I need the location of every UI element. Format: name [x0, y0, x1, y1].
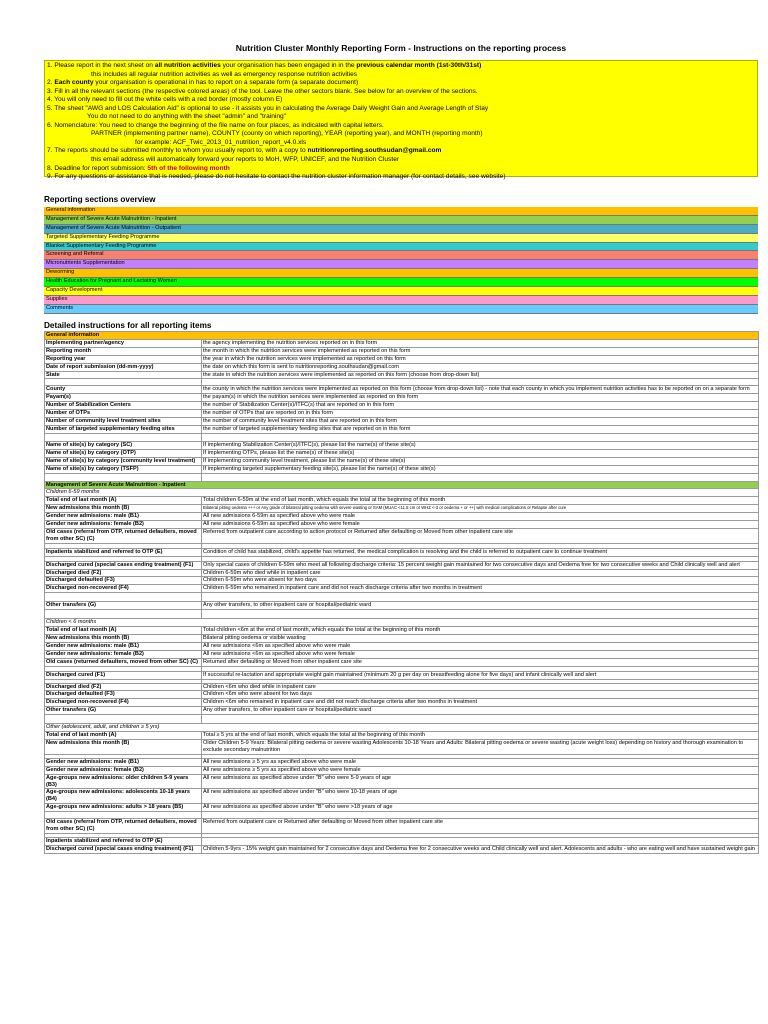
item-name: Gender new admissions: male (B1) — [45, 642, 202, 650]
item-name: Other transfers (G) — [45, 602, 202, 610]
item-description: Children 6-59m who were absent for two days — [202, 577, 759, 585]
item-description: the number of OTPs that are reported on in this form — [202, 410, 759, 418]
instruction-text: your organisation is operational in has to report on a separate form (a separate document) — [93, 79, 359, 87]
item-name: New admissions this month (B) — [45, 635, 202, 643]
item-name: Number of Stabilization Centers — [45, 402, 202, 410]
instruction-line — [47, 122, 755, 131]
table-row — [45, 347, 759, 355]
subsection-row — [45, 489, 759, 497]
table-row — [45, 789, 759, 804]
item-description: Total children <6m at the end of last month, which equals the total at the beginning of this month — [202, 627, 759, 635]
spacer-row — [45, 610, 759, 619]
instructions-box — [44, 60, 758, 181]
item-description: Total children 6-59m at the end of last month, which equals the total at the beginning of this month — [202, 497, 759, 505]
table-row — [45, 505, 759, 513]
item-name: Name of site(s) by category (community level treatment) — [45, 457, 202, 465]
table-row — [45, 394, 759, 402]
table-row — [45, 642, 759, 650]
item-description: the payam(s) in which the nutrition services were implemented as reported on this form — [202, 394, 759, 402]
item-name: Reporting month — [45, 347, 202, 355]
instruction-text: 5. The sheet "AWG and LOS Calculation Aid" is optional to use - it assists you in calculating the Average Daily Weight Gain and Average Length of Stay — [47, 104, 489, 112]
section-overview-item: General information — [44, 207, 758, 216]
subsection-row — [45, 724, 759, 732]
instruction-line — [47, 173, 755, 182]
table-row — [45, 569, 759, 577]
item-name: Age-groups new admissions: adults > 18 years (B5) — [45, 804, 202, 812]
item-name: Discharged non-recovered (F4) — [45, 699, 202, 707]
instruction-text: 7. The reports should be submitted monthly to whom you usually report to, with a copy to — [47, 147, 308, 155]
instruction-text: PARTNER (implementing partner name), COUNTY (county on which reporting), YEAR (reporting year), and MONTH (reporting month) — [91, 130, 483, 138]
section-overview-item: Deworming — [44, 269, 758, 278]
item-description: All new admissions 6-59m as specified above who were female — [202, 521, 759, 529]
section-overview-item: Comments — [44, 305, 758, 314]
item-name: Other transfers (G) — [45, 707, 202, 715]
table-row — [45, 465, 759, 473]
instruction-line — [47, 71, 755, 80]
instruction-text: all nutrition activities — [154, 62, 221, 69]
table-row — [45, 521, 759, 529]
table-row — [45, 386, 759, 394]
item-description — [202, 837, 759, 845]
table-row — [45, 683, 759, 691]
table-row — [45, 371, 759, 379]
instruction-line — [47, 147, 755, 156]
table-row — [45, 363, 759, 371]
item-name: County — [45, 386, 202, 394]
table-row — [45, 339, 759, 347]
instruction-text: 1. Please report in the next sheet on — [47, 62, 155, 69]
section-overview-item: Health Education for Pregnant and Lactating Women — [44, 278, 758, 287]
instruction-line — [47, 96, 755, 105]
item-name: Old cases (referral from OTP, returned defaulters, moved from other SC) (C) — [45, 528, 202, 543]
item-description: Children <6m who died while in inpatient care — [202, 683, 759, 691]
item-name: Total end of last month (A) — [45, 627, 202, 635]
section-overview-item: Supplies — [44, 296, 758, 305]
item-name: Discharged cured (special cases ending treatment) (F1) — [45, 845, 202, 853]
item-description: the year in which the nutrition services were implemented as reported on this form — [202, 355, 759, 363]
item-name: Discharged defaulted (F3) — [45, 577, 202, 585]
item-name: New admissions this month (B) — [45, 505, 202, 513]
item-description: Children 5-9yrs - 15% weight gain maintained for 2 consecutive days and Oedema free for 2 consecutive weeks and Child clinically well and alert. Adolescents and adults - who are eating well and have sustained weight gain — [202, 845, 759, 853]
item-name: Discharged defaulted (F3) — [45, 691, 202, 699]
subsection-row — [45, 619, 759, 627]
item-name: Discharged died (F2) — [45, 683, 202, 691]
instruction-text: this includes all regular nutrition activities as well as emergency response nutrition activities — [91, 70, 358, 78]
item-description: All new admissions as specified above under "B" who were >18 years of age — [202, 804, 759, 812]
table-row — [45, 819, 759, 834]
table-row — [45, 650, 759, 658]
table-row — [45, 627, 759, 635]
section-overview-item: Management of Severe Acute Malnutrition - Outpatient — [44, 225, 758, 234]
item-description: Older Children 5-9 Years: Bilateral pitting oedema or severe wasting Adolescents 10-18 Years and Adults: Bilateral pitting oedema or severe wasting (acute weight loss) depending on history and thorough examination to exclude secondary malnutrition — [202, 739, 759, 754]
table-row — [45, 513, 759, 521]
item-name: Gender new admissions: female (B2) — [45, 766, 202, 774]
table-row — [45, 449, 759, 457]
table-row — [45, 758, 759, 766]
spacer-row — [45, 593, 759, 602]
subsection-label: Other (adolescent, adult, and children ≥ 5 yrs) — [45, 724, 759, 732]
instruction-text: for example: ACF_Twic_2013_01_nutrition_report_v4.0.xls — [135, 138, 307, 146]
item-name: Total end of last month (A) — [45, 732, 202, 740]
spacer-row — [45, 812, 759, 819]
instruction-line — [47, 88, 755, 97]
spacer-row — [45, 379, 759, 386]
table-row — [45, 699, 759, 707]
instruction-text: 5th of the following month — [147, 164, 230, 172]
sections-overview — [44, 207, 758, 314]
item-description: Bilateral pitting oedema +++ or Any grade of bilateral pitting oedema with severe wasting or SAM (MUAC <11.5 cm or WHZ <-3 or oedema + or ++) with medical complications or Relapse after cure — [202, 505, 759, 513]
overview-heading: Reporting sections overview — [44, 195, 156, 204]
table-row — [45, 418, 759, 426]
subsection-label: Children < 6 months — [45, 619, 759, 627]
instruction-text: 4. You will only need to fill out the white cells with a red border (mostly column E) — [47, 96, 283, 104]
item-name: Gender new admissions: female (B2) — [45, 650, 202, 658]
instruction-text: previous calendar month (1st-30th/31st) — [356, 62, 482, 69]
item-name: Implementing partner/agency — [45, 339, 202, 347]
item-description: the number of Stabilization Center(s)/ITFC(s) that are reported on in this form — [202, 402, 759, 410]
instruction-line — [47, 139, 755, 148]
item-description: the month in which the nutrition services were implemented as reported on this form — [202, 347, 759, 355]
item-description: Total ≥ 5 yrs at the end of last month, which equals the total at the beginning of this month — [202, 732, 759, 740]
item-description: Any other transfers, to other inpatient care or hospital/pediatric ward — [202, 707, 759, 715]
instruction-line — [47, 105, 755, 114]
subsection-label: Children 6-59 months — [45, 489, 759, 497]
item-description: the state in which the nutrition services were implemented as reported on this form (choose from drop-down list) — [202, 371, 759, 379]
table-row — [45, 457, 759, 465]
table-row — [45, 561, 759, 569]
section-header: Management of Severe Acute Malnutrition - Inpatient — [45, 481, 759, 489]
instruction-line — [47, 113, 755, 122]
item-name: Discharged died (F2) — [45, 569, 202, 577]
item-name: State — [45, 371, 202, 379]
item-name: Name of site(s) by category (OTP) — [45, 449, 202, 457]
section-header-row — [45, 332, 759, 340]
item-name: Reporting year — [45, 355, 202, 363]
instruction-text: this email address will automatically forward your reports to MoH, WFP, UNICEF, and the Nutrition Cluster — [91, 156, 400, 164]
item-description: If successful re-lactation and appropriate weight gain maintained (minimum 20 g per day on breastfeeding alone for five days) and infant clinically well and alert — [202, 671, 759, 679]
table-row — [45, 732, 759, 740]
table-row — [45, 425, 759, 433]
table-row — [45, 671, 759, 679]
item-description: the date on which this form is sent to nutritionreporting.southsudan@gmail.com — [202, 363, 759, 371]
item-name: Number of community level treatment sites — [45, 418, 202, 426]
table-row — [45, 837, 759, 845]
instruction-text: your organisation has been engaged in in the — [220, 62, 357, 69]
item-name: Payam(s) — [45, 394, 202, 402]
item-description: the number of community level treatment sites that are reported on in this form — [202, 418, 759, 426]
item-name: Gender new admissions: male (B1) — [45, 758, 202, 766]
instruction-line — [47, 130, 755, 139]
item-description: If implementing community level treatment, please list the name(s) of these site(s) — [202, 457, 759, 465]
instruction-text: 3. Fill in all the relevant sections (the respective colored areas) of the tool. Leave the other sectors blank. See below for an overview of the sections. — [47, 87, 478, 95]
item-name: Age-groups new admissions: older children 5-9 years (B3) — [45, 774, 202, 789]
item-description: Condition of child has stabilized, child's appetite has returned, the medical complication is resolving and the child is referred to outpatient care to continue treatment — [202, 548, 759, 556]
item-description: All new admissions ≥ 5 yrs as specified above who were female — [202, 766, 759, 774]
item-name: Discharged cured (F1) — [45, 671, 202, 679]
section-overview-item: Micronutrients Supplementation — [44, 260, 758, 269]
instruction-text: 2. — [47, 79, 55, 87]
item-name: Name of site(s) by category (TSFP) — [45, 465, 202, 473]
item-description: If implementing Stabilization Center(s)/ITFC(s), please list the name(s) of these site(s) — [202, 441, 759, 449]
item-description: All new admissions <6m as specified above who were male — [202, 642, 759, 650]
table-row — [45, 658, 759, 666]
section-overview-item: Screening and Referral — [44, 251, 758, 260]
item-description: Any other transfers, to other inpatient care or hospital/pediatric ward — [202, 602, 759, 610]
item-description: If implementing targeted supplementary feeding site(s), please list the name(s) of these site(s) — [202, 465, 759, 473]
item-name: Discharged non-recovered (F4) — [45, 585, 202, 593]
instruction-line — [47, 156, 755, 165]
item-description: Referred from outpatient care or Returned after defaulting or Moved from other inpatient care site — [202, 819, 759, 834]
detailed-heading: Detailed instructions for all reporting items — [44, 321, 212, 330]
item-name: Inpatients stabilized and referred to OTP (E) — [45, 837, 202, 845]
table-row — [45, 410, 759, 418]
item-description: the agency implementing the nutrition services reported on in this form — [202, 339, 759, 347]
item-name: Date of report submission (dd-mm-yyyy) — [45, 363, 202, 371]
section-header: General information — [45, 332, 759, 340]
item-description: Only special cases of children 6-59m who meet all following discharge criteria: 15 percent weight gain maintained for two consecutive days and Oedema free for two consecutive weeks and Child clinically well and alert — [202, 561, 759, 569]
item-name: Age-groups new admissions: adolescents 10-18 years (B4) — [45, 789, 202, 804]
section-overview-item: Capacity Development — [44, 287, 758, 296]
spacer-row — [45, 715, 759, 724]
instruction-line — [47, 62, 755, 71]
table-row — [45, 766, 759, 774]
instruction-text: 8. Deadline for report submission: — [47, 164, 148, 172]
item-name: New admissions this month (B) — [45, 739, 202, 754]
section-overview-item: Targeted Supplementary Feeding Programme — [44, 234, 758, 243]
item-description: Children 6-59m who remained in inpatient care and did not reach discharge criteria after two months in treatment — [202, 585, 759, 593]
table-row — [45, 602, 759, 610]
detailed-instructions-table — [44, 331, 759, 854]
table-row — [45, 528, 759, 543]
table-row — [45, 441, 759, 449]
item-description: the number of targeted supplementary feeding sites that are reported on in this form — [202, 425, 759, 433]
section-header-row — [45, 481, 759, 489]
item-name: Name of site(s) by category (SC) — [45, 441, 202, 449]
spacer-row — [45, 473, 759, 481]
table-row — [45, 497, 759, 505]
item-name: Old cases (referral from OTP, returned defaulters, moved from other SC) (C) — [45, 819, 202, 834]
item-description: Children <6m who were absent for two days — [202, 691, 759, 699]
item-description: Bilateral pitting oedema or visible wasting — [202, 635, 759, 643]
table-row — [45, 707, 759, 715]
item-description: Children 6-59m who died while in inpatient care — [202, 569, 759, 577]
item-name: Discharged cured (special cases ending treatment) (F1) — [45, 561, 202, 569]
spacer-row — [45, 433, 759, 441]
table-row — [45, 691, 759, 699]
table-row — [45, 355, 759, 363]
item-name: Total end of last month (A) — [45, 497, 202, 505]
item-description: All new admissions <6m as specified above who were female — [202, 650, 759, 658]
table-row — [45, 402, 759, 410]
item-name: Old cases (returned defaulters, moved from other SC) (C) — [45, 658, 202, 666]
instruction-text: nutritionreporting.southsudan@gmail.com — [307, 147, 442, 155]
table-row — [45, 845, 759, 853]
section-overview-item: Management of Severe Acute Malnutrition - Inpatient — [44, 216, 758, 225]
table-row — [45, 577, 759, 585]
instruction-line — [47, 165, 755, 174]
section-overview-item: Blanket Supplementary Feeding Programme — [44, 243, 758, 252]
item-name: Inpatients stabilized and referred to OTP (E) — [45, 548, 202, 556]
instruction-text: Each county — [54, 79, 94, 87]
table-row — [45, 804, 759, 812]
table-row — [45, 548, 759, 556]
item-description: the county in which the nutrition services were implemented as reported on this form (choose from drop-down list) - note that each county in which you implement nutrition activities has to be reported on on a separate form — [202, 386, 759, 394]
table-row — [45, 585, 759, 593]
instruction-text: You do not need to do anything with the sheet "admin" and "training" — [87, 113, 287, 121]
instruction-text: 9. For any questions or assistance that is needed, please do not hesitate to contact the nutrition cluster information manager (for contact details, see website) — [47, 173, 506, 181]
item-description: Children <6m who remained in inpatient care and did not reach discharge criteria after two months in treatment — [202, 699, 759, 707]
item-name: Gender new admissions: female (B2) — [45, 521, 202, 529]
item-description: All new admissions ≥ 5 yrs as specified above who were male — [202, 758, 759, 766]
item-description: Referred from outpatient care according to action protocol or Returned after defaulting or Moved from other inpatient care site — [202, 528, 759, 543]
item-name: Number of targeted supplementary feeding sites — [45, 425, 202, 433]
item-name: Gender new admissions: male (B1) — [45, 513, 202, 521]
item-description: Returned after defaulting or Moved from other inpatient care site — [202, 658, 759, 666]
item-description: All new admissions as specified above under "B" who were 10-18 years of age — [202, 789, 759, 804]
table-row — [45, 635, 759, 643]
item-name: Number of OTPs — [45, 410, 202, 418]
page-title: Nutrition Cluster Monthly Reporting Form - Instructions on the reporting process — [235, 43, 567, 53]
table-row — [45, 739, 759, 754]
table-row — [45, 774, 759, 789]
item-description: All new admissions 6-59m as specified above who were male — [202, 513, 759, 521]
instruction-line — [47, 79, 755, 88]
item-description: If implementing OTPs, please list the name(s) of these site(s) — [202, 449, 759, 457]
instruction-text: 6. Nomenclature: You need to change the beginning of the file name on four places, as indicated with capital letters. — [47, 121, 384, 129]
item-description: All new admissions as specified above under "B" who were 5-9 years of age — [202, 774, 759, 789]
